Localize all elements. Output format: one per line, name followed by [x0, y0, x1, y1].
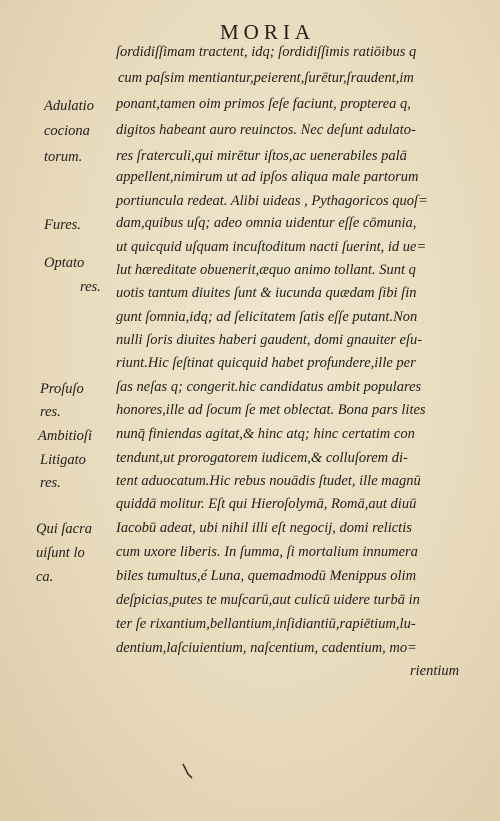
margin-note: res.: [80, 279, 101, 295]
running-header: MORIA: [220, 20, 316, 44]
margin-note: ca.: [36, 569, 54, 585]
body-line: ter ſe rixantium,bellantium,inſidiantiū,rapiētium,lu-: [116, 616, 416, 632]
body-line: riunt.Hic ſeſtinat quicquid habet profundere,ille per: [116, 355, 416, 371]
ink-mark: [180, 762, 194, 780]
body-line: ponant,tamen oim primos ſeſe faciunt, propterea q,: [116, 96, 411, 112]
body-line: quiddā molitur. Eſt qui Hieroſolymā, Romā,aut diuū: [116, 496, 417, 512]
body-line: portiuncula redeat. Alibi uideas , Pythagoricos quoſ=: [116, 193, 428, 209]
body-line: res ſraterculi,qui mirētur iſtos,ac uenerabiles palā: [116, 148, 407, 164]
body-line: appellent,nimirum ut ad ipſos aliqua male partorum: [116, 169, 419, 185]
margin-note: res.: [40, 475, 61, 491]
body-line: dam,quibus uſq; adeo omnia uidentur eſſe cōmunia,: [116, 215, 417, 231]
body-line: gunt ſomnia,idq; ad ſelicitatem ſatis eſſe putant.Non: [116, 309, 418, 325]
body-line: biles tumultus,é Luna, quemadmodū Menippus olim: [116, 568, 417, 584]
body-line: tendunt,ut prorogatorem iudicem,& colluſorem di-: [116, 450, 408, 466]
body-line: nulli ſoris diuites haberi gaudent, domi gnauiter eſu-: [116, 332, 423, 348]
body-line: digitos habeant auro reuinctos. Nec deſunt adulato-: [116, 122, 416, 138]
margin-note: Qui ſacra: [36, 521, 92, 537]
margin-note: Fures.: [44, 217, 81, 233]
body-line: cum uxore liberis. In ſumma, ſi mortalium innumera: [116, 544, 418, 560]
margin-note: cociona: [44, 123, 90, 139]
body-line: rientium: [410, 663, 460, 679]
margin-note: Litigato: [40, 452, 86, 468]
body-line: nunq̄ finiendas agitat,& hinc atq; hinc certatim con: [116, 426, 415, 442]
margin-note: uiſunt lo: [36, 545, 85, 561]
body-line: dentium,laſciuientium, naſcentium, cadentium, mo=: [116, 640, 417, 656]
margin-note: Optato: [44, 255, 85, 271]
body-line: tent aduocatum.Hic rebus nouādis ſtudet, ille magnū: [116, 473, 421, 489]
body-line: lut hæreditate obuenerit,æquo animo tollant. Sunt q: [116, 262, 416, 278]
body-line: cum paſsim mentiantur,peierent,ſurētur,ſraudent,im: [118, 70, 414, 86]
body-line: ſordidiſſimam tractent, idq; ſordidiſſimis ratiōibus q: [116, 44, 417, 60]
body-line: honores,ille ad ſocum ſe met oblectat. Bona pars lites: [116, 402, 426, 418]
body-line: uotis tantum diuites ſunt & iucunda quædam ſibi ſin: [116, 285, 417, 301]
margin-note: Adulatio: [44, 98, 94, 114]
body-line: ſas neſas q; congerit.hic candidatus ambit populares: [116, 379, 422, 395]
body-line: deſpicias,putes te muſcarū,aut culicū uidere turbā in: [116, 592, 420, 608]
body-line: Iacobū adeat, ubi nihil illi eſt negocij, domi relictis: [116, 520, 412, 536]
margin-note: Ambitioſi: [38, 428, 92, 444]
margin-note: Proſuſo: [40, 381, 84, 397]
margin-note: res.: [40, 404, 61, 420]
margin-note: torum.: [44, 149, 83, 165]
body-line: ut quicquid uſquam incuſtoditum nacti ſuerint, id ue=: [116, 239, 427, 255]
